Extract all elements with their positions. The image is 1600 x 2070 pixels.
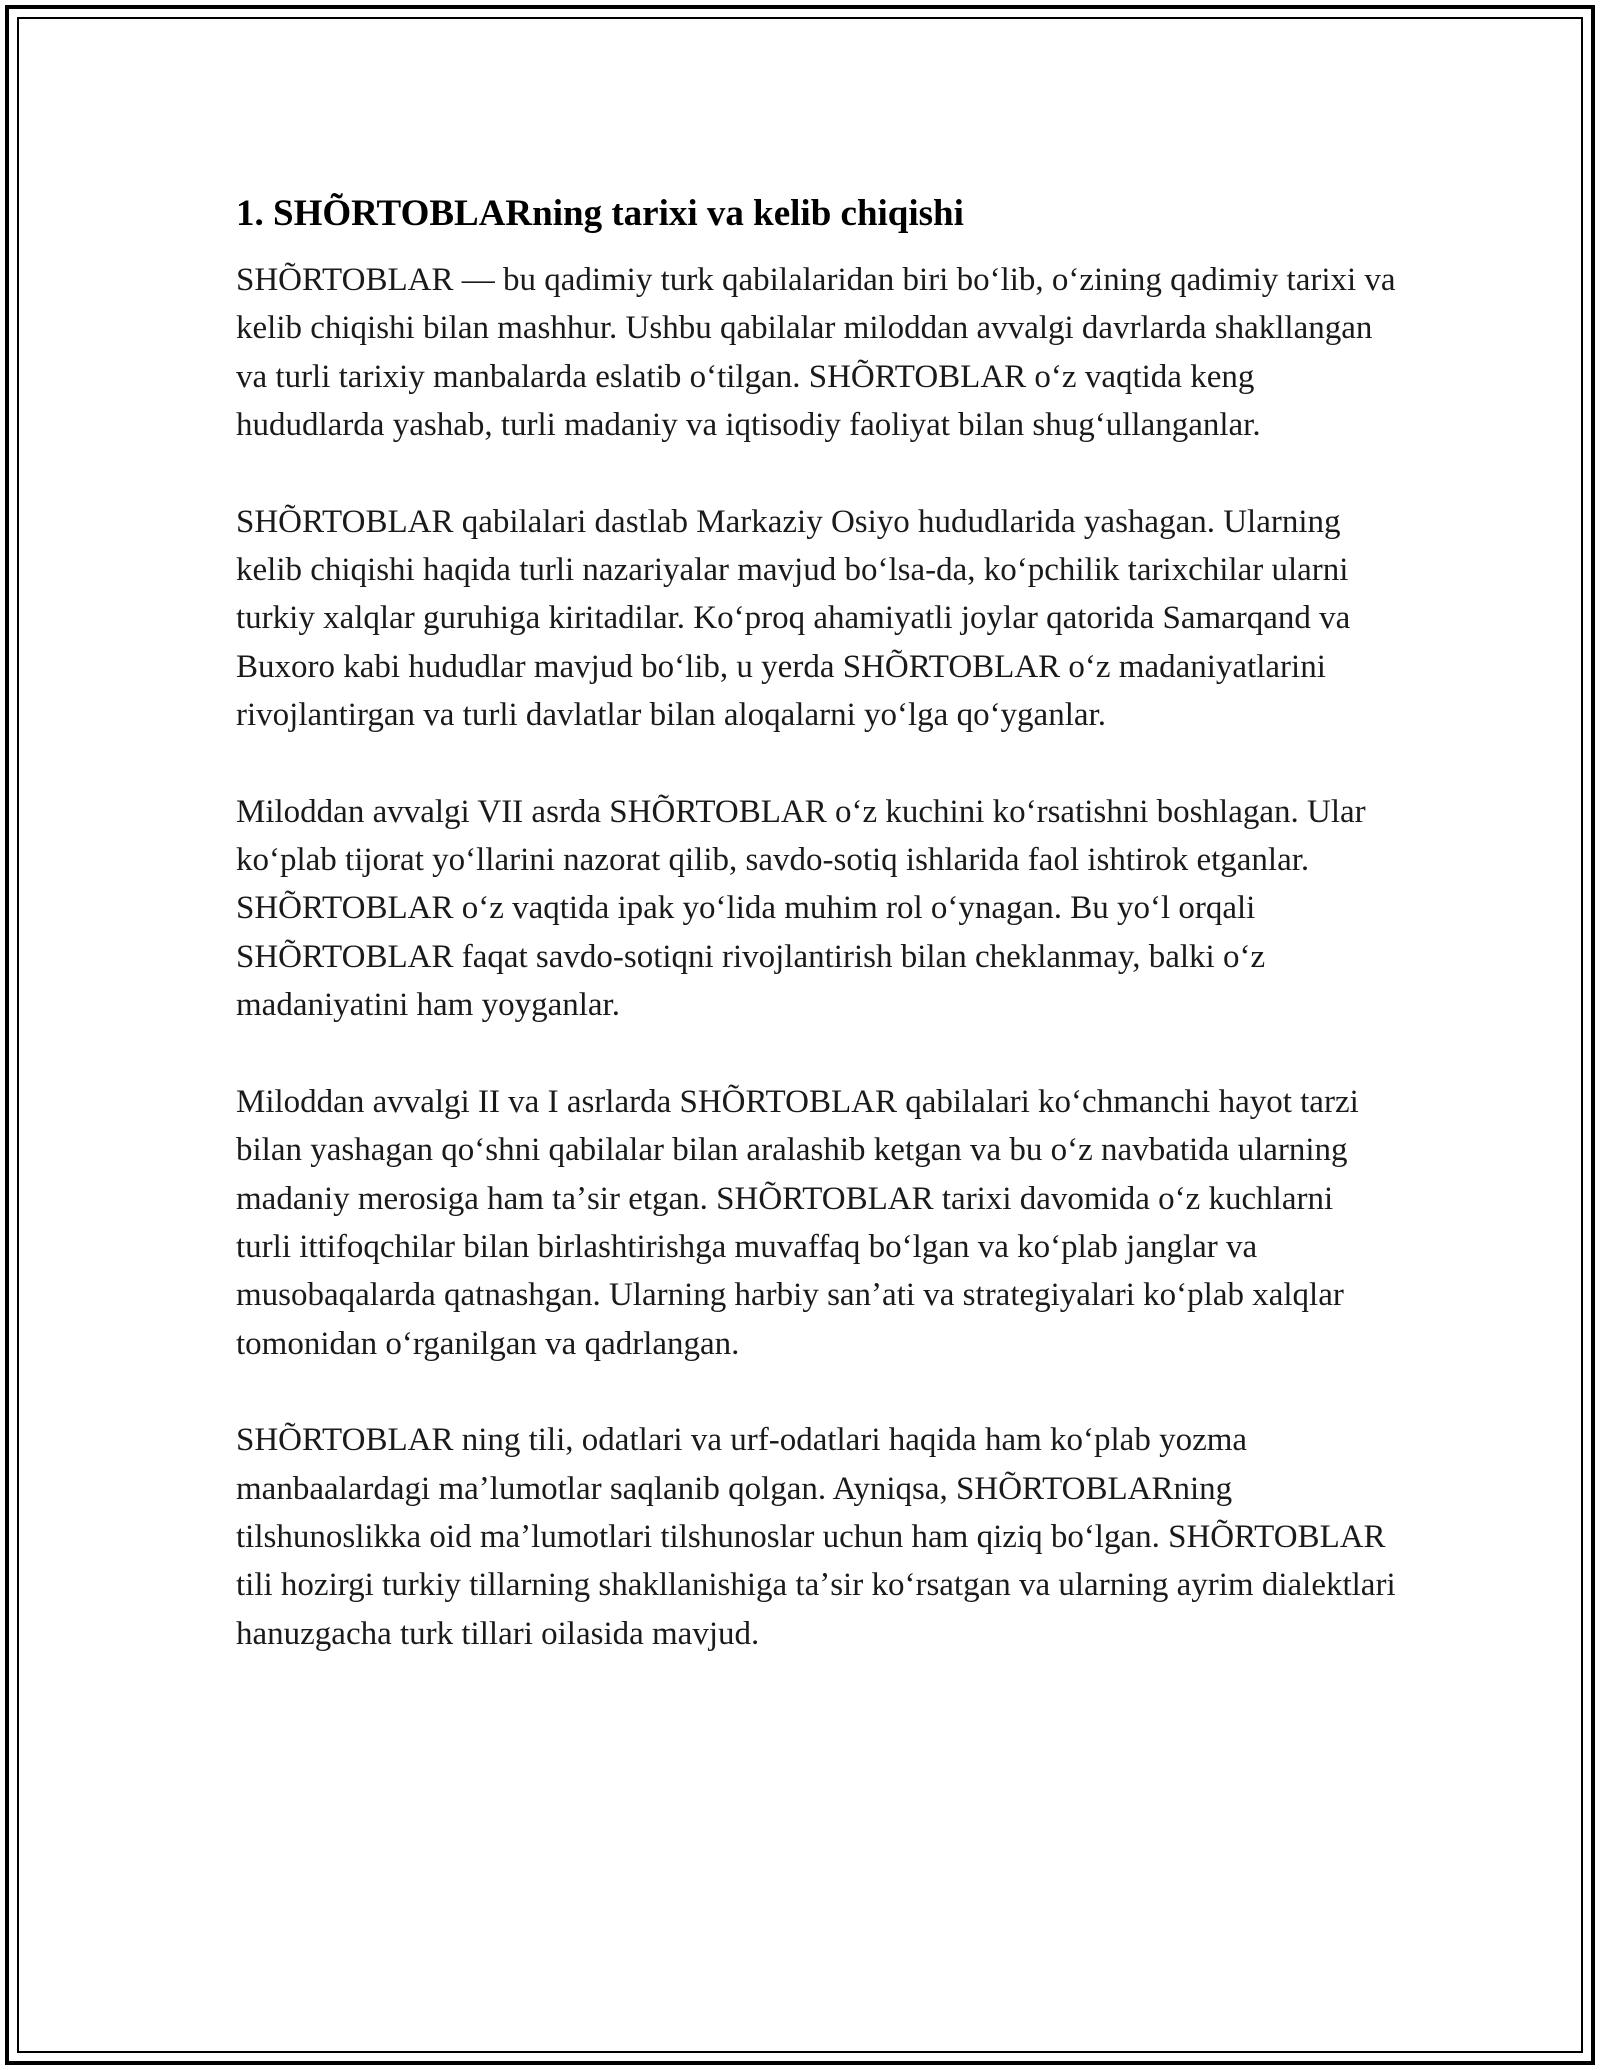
paragraph-1: SHÕRTOBLAR — bu qadimiy turk qabilalaridan biri boʻlib, oʻzining qadimiy tarixi va kelib chiqishi bilan mashhur. Ushbu qabilalar miloddan avvalgi davrlarda shakllangan va turli tarixiy manbalarda eslatib oʻtilgan. SHÕRTOBLAR oʻz vaqtida keng hududlarda yashab, turli madaniy va iqtisodiy faoliyat bilan shugʻullanganlar.: [236, 262, 1396, 444]
document-body: [236, 184, 1396, 1706]
section-heading: 1. SHÕRTOBLARning tarixi va kelib chiqishi: [236, 193, 964, 234]
paragraph-2: SHÕRTOBLAR qabilalari dastlab Markaziy Osiyo hududlarida yashagan. Ularning kelib chiqishi haqida turli nazariyalar mavjud boʻlsa-da, koʻpchilik tarixchilar ularni turkiy xalqlar guruhiga kiritadilar. Koʻproq ahamiyatli joylar qatorida Samarqand va Buxoro kabi hududlar mavjud boʻlib, u yerda SHÕRTOBLAR oʻz madaniyatlarini rivojlantirgan va turli davlatlar bilan aloqalarni yoʻlga qoʻyganlar.: [236, 503, 1351, 734]
paragraph-4: Miloddan avvalgi II va I asrlarda SHÕRTOBLAR qabilalari koʻchmanchi hayot tarzi bilan yashagan qoʻshni qabilalar bilan aralashib ketgan va bu oʻz navbatida ularning madaniy merosiga ham taʼsir etgan. SHÕRTOBLAR tarixi davomida oʻz kuchlarni turli ittifoqchilar bilan birlashtirishga muvaffaq boʻlgan va koʻplab janglar va musobaqalarda qatnashgan. Ularning harbiy sanʼati va strategiyalari koʻplab xalqlar tomonidan oʻrganilgan va qadrlangan.: [236, 1083, 1359, 1362]
paragraph-3: Miloddan avvalgi VII asrda SHÕRTOBLAR oʻz kuchini koʻrsatishni boshlagan. Ular koʻplab tijorat yoʻllarini nazorat qilib, savdo-sotiq ishlarida faol ishtirok etganlar. SHÕRTOBLAR oʻz vaqtida ipak yoʻlida muhim rol oʻynagan. Bu yoʻl orqali SHÕRTOBLAR faqat savdo-sotiqni rivojlantirish bilan cheklanmay, balki oʻz madaniyatini ham yoyganlar.: [236, 793, 1366, 1024]
paragraph-5: SHÕRTOBLAR ning tili, odatlari va urf-odatlari haqida ham koʻplab yozma manbaalardagi maʼlumotlar saqlanib qolgan. Ayniqsa, SHÕRTOBLARning tilshunoslikka oid maʼlumotlari tilshunoslar uchun ham qiziq boʻlgan. SHÕRTOBLAR tili hozirgi turkiy tillarning shakllanishiga taʼsir koʻrsatgan va ularning ayrim dialektlari hanuzgacha turk tillari oilasida mavjud.: [236, 1422, 1396, 1652]
